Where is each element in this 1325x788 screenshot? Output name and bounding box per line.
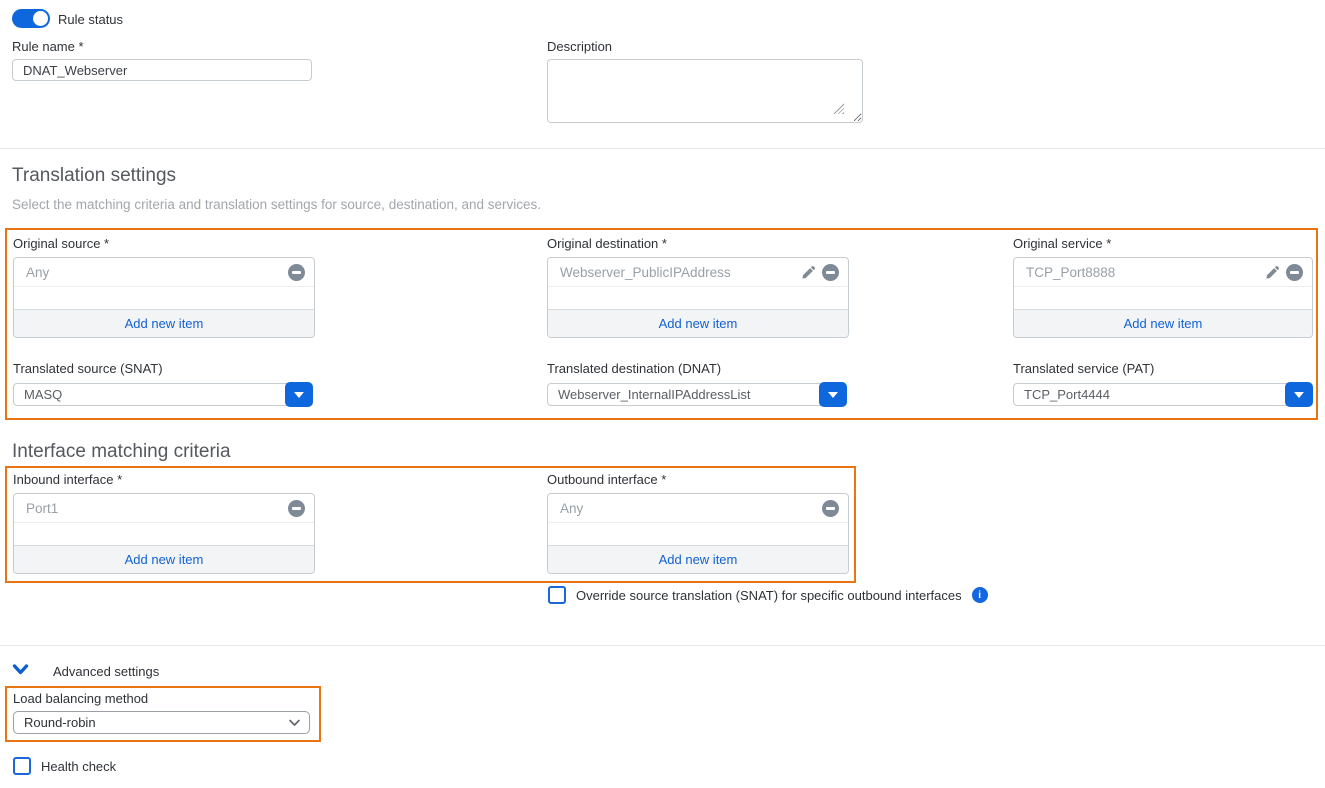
remove-item-icon[interactable] [822,264,839,281]
add-new-item-label: Add new item [658,316,738,331]
outbound-interface-label: Outbound interface * [547,472,667,487]
section-divider [0,645,1325,646]
list-item [14,258,314,287]
load-balancing-label: Load balancing method [13,691,149,706]
chevron-down-icon [828,392,838,398]
description-label: Description [547,39,613,54]
original-service-list [1013,257,1313,338]
edit-item-icon[interactable] [800,264,816,280]
override-snat-label: Override source translation (SNAT) for specific outbound interfaces [576,587,962,603]
add-new-item-button[interactable] [14,309,314,337]
translated-service-label: Translated service (PAT) [1013,361,1155,376]
chevron-down-icon [294,392,304,398]
advanced-settings-collapse-icon[interactable] [12,663,29,676]
dropdown-value[interactable] [13,383,299,406]
add-new-item-label: Add new item [1123,316,1203,331]
add-new-item-label: Add new item [124,316,204,331]
add-new-item-button[interactable] [548,309,848,337]
item-label: Any [26,264,50,280]
translated-destination-label: Translated destination (DNAT) [547,361,722,376]
dropdown-toggle-button[interactable] [819,382,847,407]
health-check-checkbox[interactable] [13,757,31,775]
add-new-item-button[interactable] [1014,309,1312,337]
translation-settings-title: Translation settings [12,165,177,186]
dropdown-value-text: Webserver_InternalIPAddressList [558,387,751,402]
item-label: Webserver_PublicIPAddress [560,264,731,280]
inbound-interface-label: Inbound interface * [13,472,123,487]
description-input[interactable] [547,59,863,123]
override-snat-checkbox[interactable] [548,586,566,604]
edit-item-icon[interactable] [1264,264,1280,280]
chevron-down-icon [1294,392,1304,398]
dropdown-toggle-button[interactable] [1285,382,1313,407]
original-service-label: Original service * [1013,236,1112,251]
list-item [1014,258,1312,287]
add-new-item-button[interactable] [548,545,848,573]
list-item [14,494,314,523]
remove-item-icon[interactable] [288,264,305,281]
dropdown-value[interactable] [1013,383,1299,406]
item-label: Port1 [26,500,59,516]
translated-source-label: Translated source (SNAT) [13,361,163,376]
translated-service-dropdown[interactable] [1013,382,1313,407]
list-item [548,258,848,287]
interface-matching-title: Interface matching criteria [12,441,231,462]
dropdown-value-text: TCP_Port4444 [1024,387,1110,402]
add-new-item-label: Add new item [658,552,738,567]
dropdown-toggle-button[interactable] [285,382,313,407]
select-value-text: Round-robin [24,715,96,730]
health-check-label: Health check [41,758,117,774]
advanced-settings-label: Advanced settings [53,664,160,679]
inbound-interface-list [13,493,315,574]
health-check-row [13,757,116,775]
remove-item-icon[interactable] [1286,264,1303,281]
original-destination-list [547,257,849,338]
chevron-down-icon [289,719,300,727]
original-source-label: Original source * [13,236,110,251]
dropdown-value-text: MASQ [24,387,63,402]
translated-source-dropdown[interactable] [13,382,313,407]
add-new-item-button[interactable] [14,545,314,573]
outbound-interface-list [547,493,849,574]
list-item [548,494,848,523]
translation-settings-subtitle: Select the matching criteria and translation settings for source, destination, and services. [12,197,542,212]
rule-status-toggle[interactable] [12,9,50,28]
rule-name-label: Rule name * [12,39,84,54]
toggle-knob [33,11,48,26]
override-snat-row [548,586,988,604]
remove-item-icon[interactable] [822,500,839,517]
original-destination-label: Original destination * [547,236,667,251]
section-divider [0,148,1325,149]
item-label: Any [560,500,584,516]
item-label: TCP_Port8888 [1026,264,1116,280]
info-icon[interactable]: i [972,587,988,603]
rule-status-label: Rule status [58,12,124,27]
remove-item-icon[interactable] [288,500,305,517]
load-balancing-select[interactable] [13,711,310,734]
dropdown-value[interactable] [547,383,833,406]
translated-destination-dropdown[interactable] [547,382,847,407]
rule-name-input[interactable] [12,59,312,81]
add-new-item-label: Add new item [124,552,204,567]
original-source-list [13,257,315,338]
